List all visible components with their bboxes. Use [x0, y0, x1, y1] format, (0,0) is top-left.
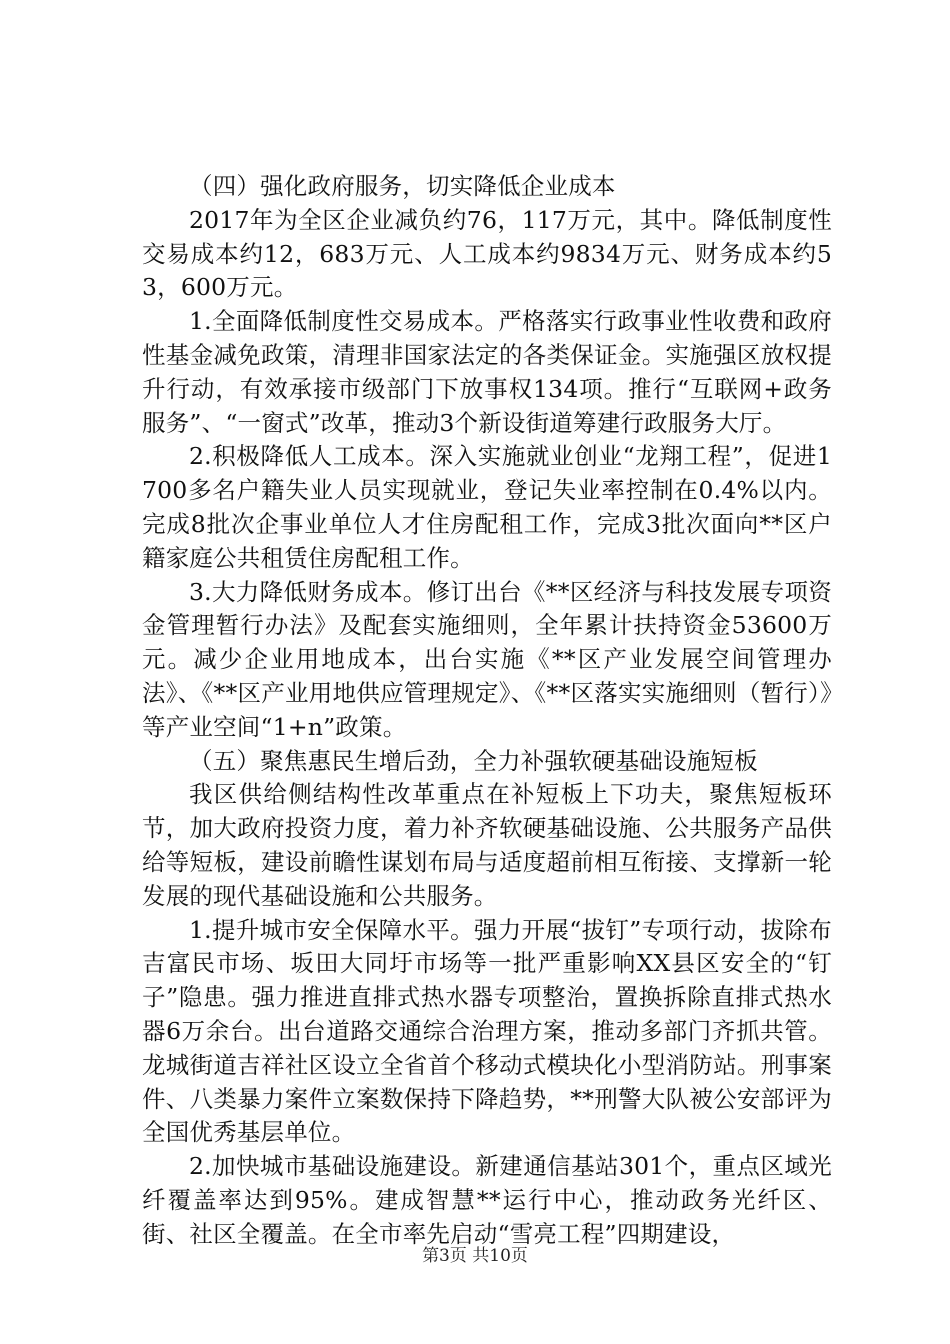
paragraph-infrastructure: 2.加快城市基础设施建设。新建通信基站301个，重点区域光纤覆盖率达到95%。建成智慧**运行中心，推动政务光纤区、街、社区全覆盖。在全市率先启动“雪亮工程”四期建设， [142, 1152, 832, 1248]
paragraph-summary: 2017年为全区企业减负约76，117万元，其中。降低制度性交易成本约12，683万元、人工成本约9834万元、财务成本约53，600万元。 [142, 205, 832, 302]
paragraph-institutional-cost: 1.全面降低制度性交易成本。严格落实行政事业性收费和政府性基金减免政策，清理非国家法定的各类保证金。实施强区放权提升行动，有效承接市级部门下放事权134项。推行“互联网+政务服务”、“一窗式”改革，推动3个新设街道筹建行政服务大厅。 [142, 307, 832, 437]
document-body [142, 170, 832, 1252]
paragraph-city-safety: 1.提升城市安全保障水平。强力开展“拔钉”专项行动，拔除布吉富民市场、坂田大同圩市场等一批严重影响XX县区安全的“钉子”隐患。强力推进直排式热水器专项整治，置换拆除直排式热水器6万余台。出台道路交通综合治理方案，推动多部门齐抓共管。龙城街道吉祥社区设立全省首个移动式模块化小型消防站。刑事案件、八类暴力案件立案数保持下降趋势，**刑警大队被公安部评为全国优秀基层单位。 [142, 915, 832, 1147]
paragraph-supply-side: 我区供给侧结构性改革重点在补短板上下功夫，聚焦短板环节，加大政府投资力度，着力补齐软硬基础设施、公共服务产品供给等短板，建设前瞻性谋划布局与适度超前相互衔接、支撑新一轮发展的现代基础设施和公共服务。 [142, 780, 832, 910]
paragraph-financial-cost: 3.大力降低财务成本。修订出台《**区经济与科技发展专项资金管理暂行办法》及配套实施细则，全年累计扶持资金53600万元。减少企业用地成本，出台实施《**区产业发展空间管理办法》、《**区产业用地供应管理规定》、《**区落实实施细则（暂行）》等产业空间“1+n”政策。 [142, 577, 832, 741]
section-heading-5: （五）聚焦惠民生增后劲，全力补强软硬基础设施短板 [189, 746, 758, 775]
paragraph-labor-cost: 2.积极降低人工成本。深入实施就业创业“龙翔工程”，促进1700多名户籍失业人员实现就业，登记失业率控制在0.4%以内。完成8批次企事业单位人才住房配租工作，完成3批次面向**区户籍家庭公共租赁住房配租工作。 [142, 442, 832, 572]
section-heading-4: （四）强化政府服务，切实降低企业成本 [189, 172, 616, 200]
page-footer: 第3页 共10页 [422, 1246, 528, 1266]
